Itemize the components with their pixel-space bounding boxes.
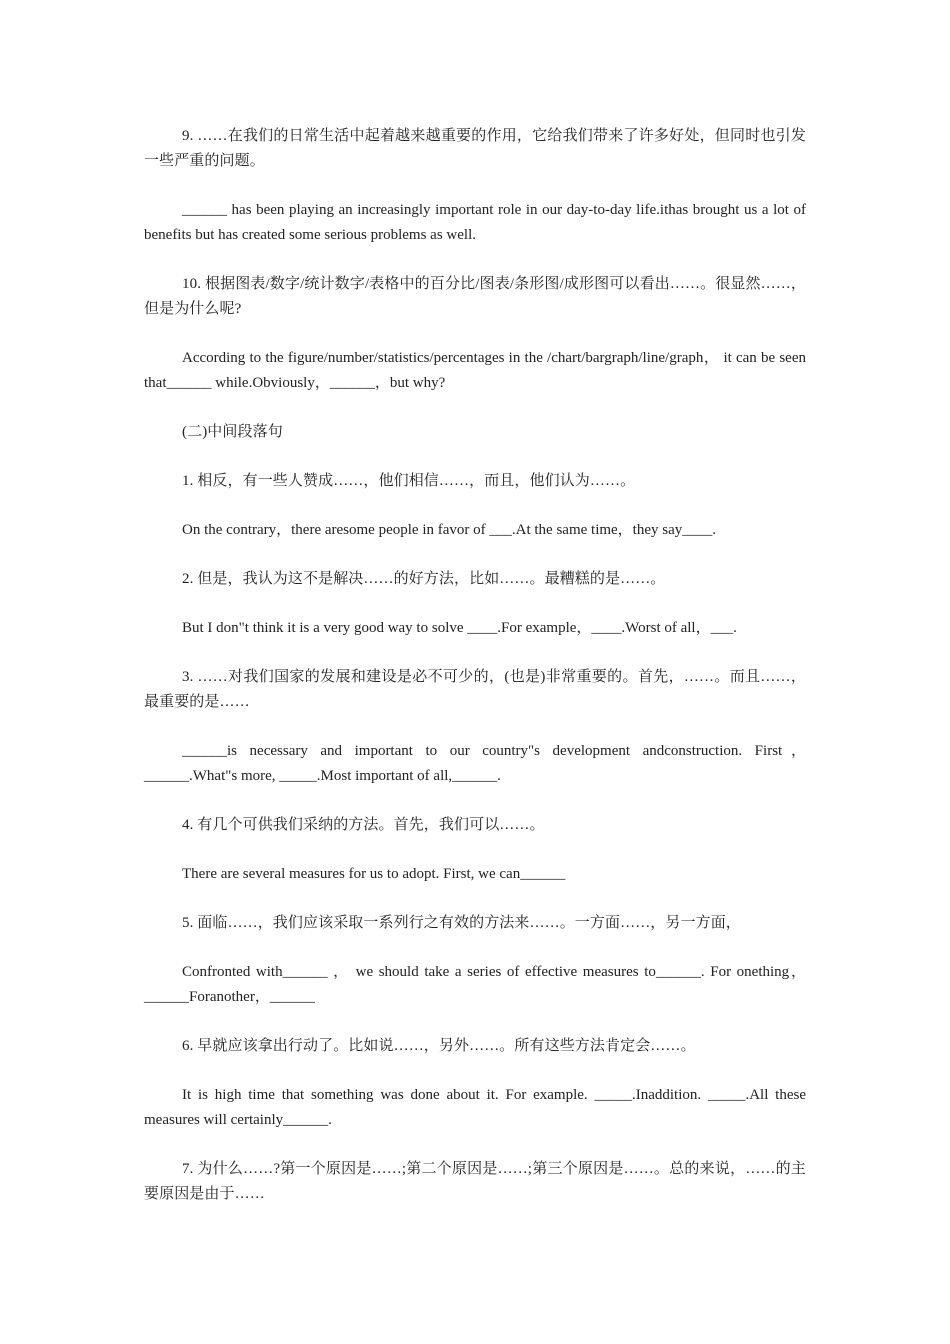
item-7-cn: 7. 为什么……?第一个原因是……;第二个原因是……;第三个原因是……。总的来说，……的主要原因是由于…… bbox=[144, 1161, 806, 1202]
item-6-cn: 6. 早就应该拿出行动了。比如说……，另外……。所有这些方法肯定会……。 bbox=[182, 1038, 696, 1054]
item-5-en: Confronted with______ ， we should take a series of effective measures to______. For onething，______Foranother，______ bbox=[144, 964, 806, 1005]
item-2-cn: 2. 但是，我认为这不是解决……的好方法，比如……。最糟糕的是……。 bbox=[182, 571, 666, 587]
item-3-cn: 3. ……对我们国家的发展和建设是必不可少的，(也是)非常重要的。首先，……。而且……，最重要的是…… bbox=[144, 669, 806, 710]
paragraph-10-cn: 10. 根据图表/数字/统计数字/表格中的百分比/图表/条形图/成形图可以看出……。很显然……，但是为什么呢? bbox=[144, 276, 806, 317]
item-4-cn: 4. 有几个可供我们采纳的方法。首先，我们可以……。 bbox=[182, 817, 545, 833]
document-body bbox=[144, 124, 806, 1231]
item-4-en: There are several measures for us to adopt. First, we can______ bbox=[182, 866, 566, 882]
paragraph-10-en: According to the figure/number/statistics/percentages in the /chart/bargraph/line/graph， it can be seen that______ while.Obviously，______，but why? bbox=[144, 350, 806, 391]
section-heading: (二)中间段落句 bbox=[182, 424, 283, 440]
paragraph-9-cn: 9. ……在我们的日常生活中起着越来越重要的作用，它给我们带来了许多好处，但同时也引发一些严重的问题。 bbox=[144, 128, 806, 169]
item-1-cn: 1. 相反，有一些人赞成……，他们相信……，而且，他们认为……。 bbox=[182, 473, 636, 489]
item-5-cn: 5. 面临……，我们应该采取一系列行之有效的方法来……。一方面……，另一方面， bbox=[182, 915, 741, 931]
item-2-en: But I don"t think it is a very good way to solve ____.For example，____.Worst of all，___. bbox=[182, 620, 737, 636]
item-3-en: ______is necessary and important to our country"s development andconstruction. First，______.What"s more, _____.Most important of all,______. bbox=[144, 743, 806, 784]
item-6-en: It is high time that something was done about it. For example. _____.Inaddition. _____.All these measures will certainly______. bbox=[144, 1087, 806, 1128]
paragraph-9-en: ______ has been playing an increasingly important role in our day-to-day life.ithas brought us a lot of benefits but has created some serious problems as well. bbox=[144, 202, 806, 243]
item-1-en: On the contrary，there aresome people in favor of ___.At the same time，they say____. bbox=[182, 522, 717, 538]
